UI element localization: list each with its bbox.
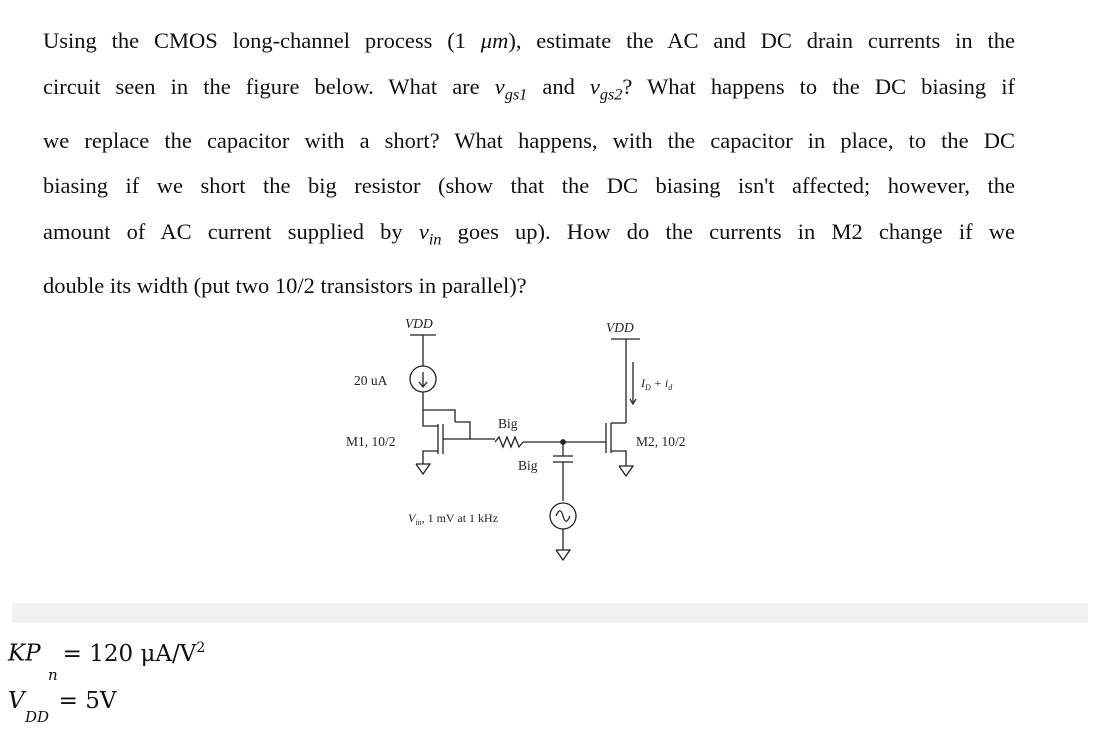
problem-line-4: biasing if we short the big resistor (show that the DC biasing isn't affected; however, the (43, 173, 1015, 199)
current-source-label: 20 uA (354, 373, 388, 388)
param-vdd (8, 688, 205, 736)
var-vin: $v_{in}$ (418, 218, 442, 249)
vdd-value: = 5V (58, 688, 117, 714)
problem-line-6: double its width (put two 10/2 transistors in parallel)? (43, 272, 527, 298)
text-segment: amount of AC current supplied by (43, 218, 419, 244)
kp-value: = 120 μA/V (62, 640, 197, 667)
problem-line-3: we replace the capacitor with a short? What happens, with the capacitor in place, to the DC (43, 127, 1015, 153)
kp-subscript: n (48, 666, 58, 684)
text-segment: and (527, 73, 590, 99)
drain-current-label: $I_D + i_d$ (641, 376, 673, 392)
vdd-right-label: VDD (606, 320, 634, 335)
text-segment: ), estimate the AC and DC drain currents in the (508, 28, 1015, 53)
section-divider (12, 603, 1088, 623)
vdd-symbol: V (8, 688, 25, 714)
param-kpn (8, 640, 205, 688)
vdd-left-label: VDD (405, 316, 433, 331)
var-vgs2: $v_{gs2}$ (589, 73, 623, 104)
problem-statement (43, 18, 1015, 308)
m2-label: M2, 10/2 (636, 434, 686, 449)
problem-line-2 (43, 64, 1015, 118)
vdd-subscript: DD (25, 708, 50, 726)
resistor-label-top: Big (498, 416, 518, 431)
text-segment: ? What happens to the DC biasing if (622, 73, 1015, 99)
var-vgs1: $v_{gs1}$ (494, 73, 528, 104)
vin-source-label: $V_{in}$, 1 mV at 1 kHz (408, 511, 499, 527)
unit-micrometer: μm (480, 28, 509, 53)
problem-line-5 (43, 209, 1015, 263)
text-segment: Using the CMOS long-channel process (1 (43, 28, 481, 53)
resistor-label-bottom: Big (518, 458, 538, 473)
text-segment: goes up). How do the currents in M2 change if we (441, 218, 1015, 244)
problem-line-1 (43, 18, 1015, 64)
kp-exponent: 2 (196, 640, 206, 656)
text-segment: circuit seen in the figure below. What are (43, 73, 495, 99)
m1-label: M1, 10/2 (346, 434, 396, 449)
parameter-block (8, 640, 205, 736)
kp-symbol: KP (8, 640, 41, 667)
circuit-schematic (330, 310, 750, 590)
